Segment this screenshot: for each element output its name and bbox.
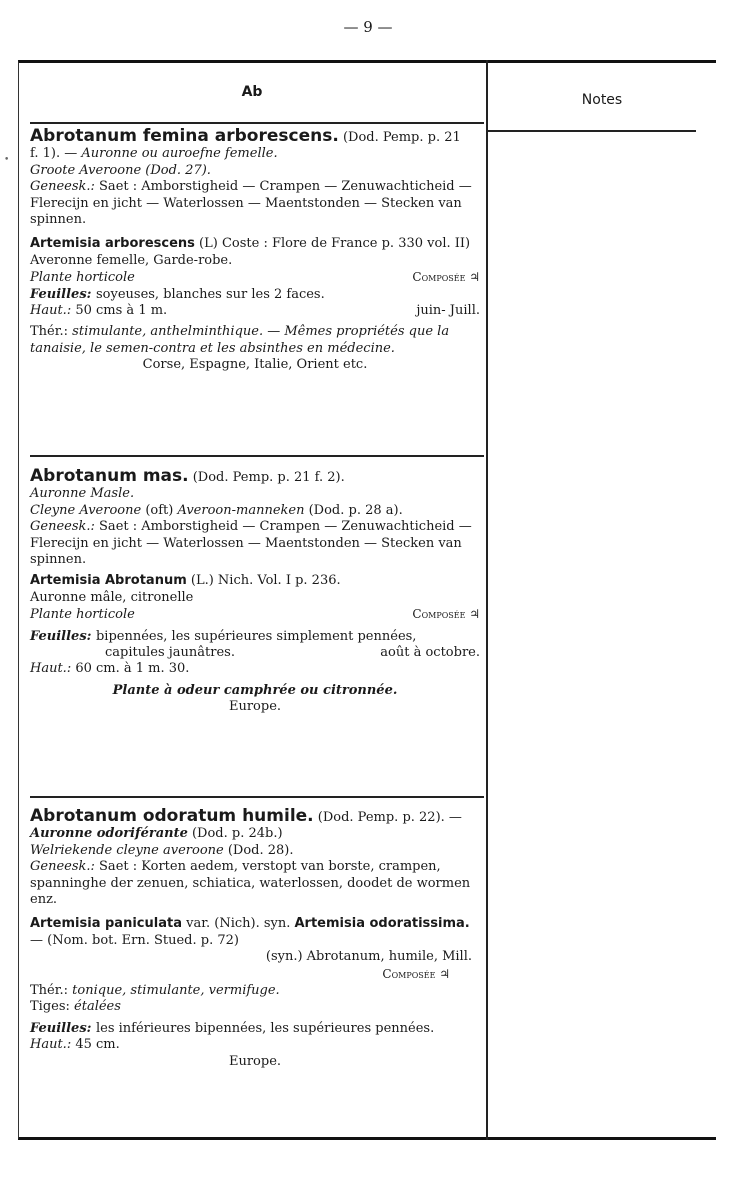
height: Haut.: 50 cms à 1 m. xyxy=(30,303,168,319)
leaves-description: Feuilles: bipennées, les supérieures simplement pennées, xyxy=(30,628,417,644)
vernacular-name: Auronne ou auroefne femelle. xyxy=(81,146,278,162)
plant-type: Plante horticole xyxy=(30,270,135,286)
entry-heading: Abrotanum mas. (Dod. Pemp. p. 21 f. 2). xyxy=(30,466,345,486)
medicinal-uses: Geneesk.: Saet : Korten aedem, verstopt van borste, crampen, spanninghe der zenuen, schiatica, waterlossen, doodet de wormen enz. xyxy=(30,859,471,908)
therapeutic-uses: Thér.: stimulante, anthelminthique. — Mêmes propriétés que la tanaisie, le semen-contra et les absinthes en médecine. xyxy=(30,324,450,356)
margin-mark: • xyxy=(4,155,10,165)
synonym: (syn.) Abrotanum, humile, Mill. xyxy=(265,949,472,965)
medicinal-uses: Geneesk.: Saet : Amborstigheid — Crampen — Zenuwachticheid — Flerecijn en jicht — Waterlossen — Maentstonden — Stecken van spinnen. xyxy=(30,179,472,228)
species-line: Artemisia paniculata var. (Nich). syn. Artemisia odoratissima. — (Nom. bot. Ern. Stued. p. 72) xyxy=(30,916,470,948)
french-name: Auronne mâle, citronelle xyxy=(30,589,194,605)
entry-separator xyxy=(30,455,484,457)
height: Haut.: 60 cm. à 1 m. 30. xyxy=(30,661,190,677)
vernacular-name: Auronne Masle. xyxy=(30,486,135,502)
entry-title: Abrotanum femina arborescens. xyxy=(30,126,339,146)
entry-abrotanum-femina: Abrotanum femina arborescens. (Dod. Pemp. p. 21 f. 1). — Auronne ou auroefne femelle. Groote Averoone (Dod. 27). Geneesk.: Saet : Amborstigheid — Crampen — Zenuwachticheid — Flerecijn en jicht — Waterlossen — Maentstonden — Stecken van spinnen. Artemisia arborescens (L) Coste : Flore de France p. 330 vol. II) Averonne femelle, Garde-robe. Plante horticole Composée ♃ Feuilles: soyeuses, blanches sur les 2 faces. Haut.: 50 cms à 1 m. juin- Juill. Thér.: stimulante, anthelminthique. — Mêmes propriétés que la tanaisie, le semen-contra et les absinthes en médecine. Corse, Espagne, Italie, Orient etc. xyxy=(30,126,480,373)
header-rule-left xyxy=(30,122,484,124)
entry-heading: Abrotanum femina arborescens. (Dod. Pemp. p. 21 xyxy=(30,126,461,146)
dutch-name: Cleyne Averoone (oft) Averoon-manneken (Dod. p. 28 a). xyxy=(30,502,403,518)
species-line: Artemisia Abrotanum (L.) Nich. Vol. I p. 236. xyxy=(30,573,341,589)
leaves-description: Feuilles: les inférieures bipennées, les supérieures pennées. xyxy=(30,1020,435,1036)
entry-abrotanum-mas: Abrotanum mas. (Dod. Pemp. p. 21 f. 2). Auronne Masle. Cleyne Averoone (oft) Averoon-manneken (Dod. p. 28 a). Geneesk.: Saet : Amborstigheid — Crampen — Zenuwachticheid — Flerecijn en jicht — Waterlossen — Maentstonden — Stecken van spinnen. Artemisia Abrotanum (L.) Nich. Vol. I p. 236. Auronne mâle, citronelle Plante horticole Composée ♃ Feuilles: bipennées, les supérieures simplement pennées, capitules jaunâtres. août à octobre. Haut.: 60 cm. à 1 m. 30. Plante à odeur camphrée ou citronnée. Europe. xyxy=(30,466,480,715)
leaves-description: Feuilles: soyeuses, blanches sur les 2 faces. xyxy=(30,286,325,302)
entry-separator xyxy=(30,796,484,798)
geographic-range: Europe. xyxy=(228,1053,282,1069)
entry-title: Abrotanum odoratum humile. xyxy=(30,806,314,826)
entry-title: Abrotanum mas. xyxy=(30,466,189,486)
dutch-name: Welriekende cleyne averoone (Dod. 28). xyxy=(30,842,294,858)
odor-note: Plante à odeur camphrée ou citronnée. xyxy=(112,682,398,698)
plant-type: Plante horticole xyxy=(30,607,135,623)
entry-heading: Abrotanum odoratum humile. (Dod. Pemp. p. 22). — xyxy=(30,806,462,826)
stems-description: Tiges: étalées xyxy=(30,999,121,1015)
geographic-range: Europe. xyxy=(228,699,282,715)
page-number: — 9 — xyxy=(343,18,393,36)
vernacular-name: Auronne odoriférante (Dod. p. 24b.) xyxy=(30,826,283,842)
family-label: Composée ♃ xyxy=(382,966,450,981)
flowering-period: juin- Juill. xyxy=(416,303,480,319)
family-label: Composée ♃ xyxy=(412,270,480,285)
entry-abrotanum-odoratum xyxy=(30,808,480,1070)
medicinal-uses: Geneesk.: Saet : Amborstigheid — Crampen — Zenuwachticheid — Flerecijn en jicht — Waterlossen — Maentstonden — Stecken van spinnen. xyxy=(30,519,472,568)
species-line: Artemisia arborescens (L) Coste : Flore de France p. 330 vol. II) xyxy=(30,236,471,252)
column-header-ab: Ab xyxy=(241,84,263,100)
family-label: Composée ♃ xyxy=(412,607,480,622)
dutch-name: Groote Averoone (Dod. 27). xyxy=(30,162,211,178)
height: Haut.: 45 cm. xyxy=(30,1037,120,1053)
column-header-notes: Notes xyxy=(581,92,623,108)
flowering-period: août à octobre. xyxy=(380,645,480,661)
header-rule-right xyxy=(488,130,696,132)
therapeutic-uses: Thér.: tonique, stimulante, vermifuge. xyxy=(30,983,280,999)
french-name: Averonne femelle, Garde-robe. xyxy=(30,252,233,268)
geographic-range: Corse, Espagne, Italie, Orient etc. xyxy=(142,357,368,373)
column-divider xyxy=(486,60,488,1140)
